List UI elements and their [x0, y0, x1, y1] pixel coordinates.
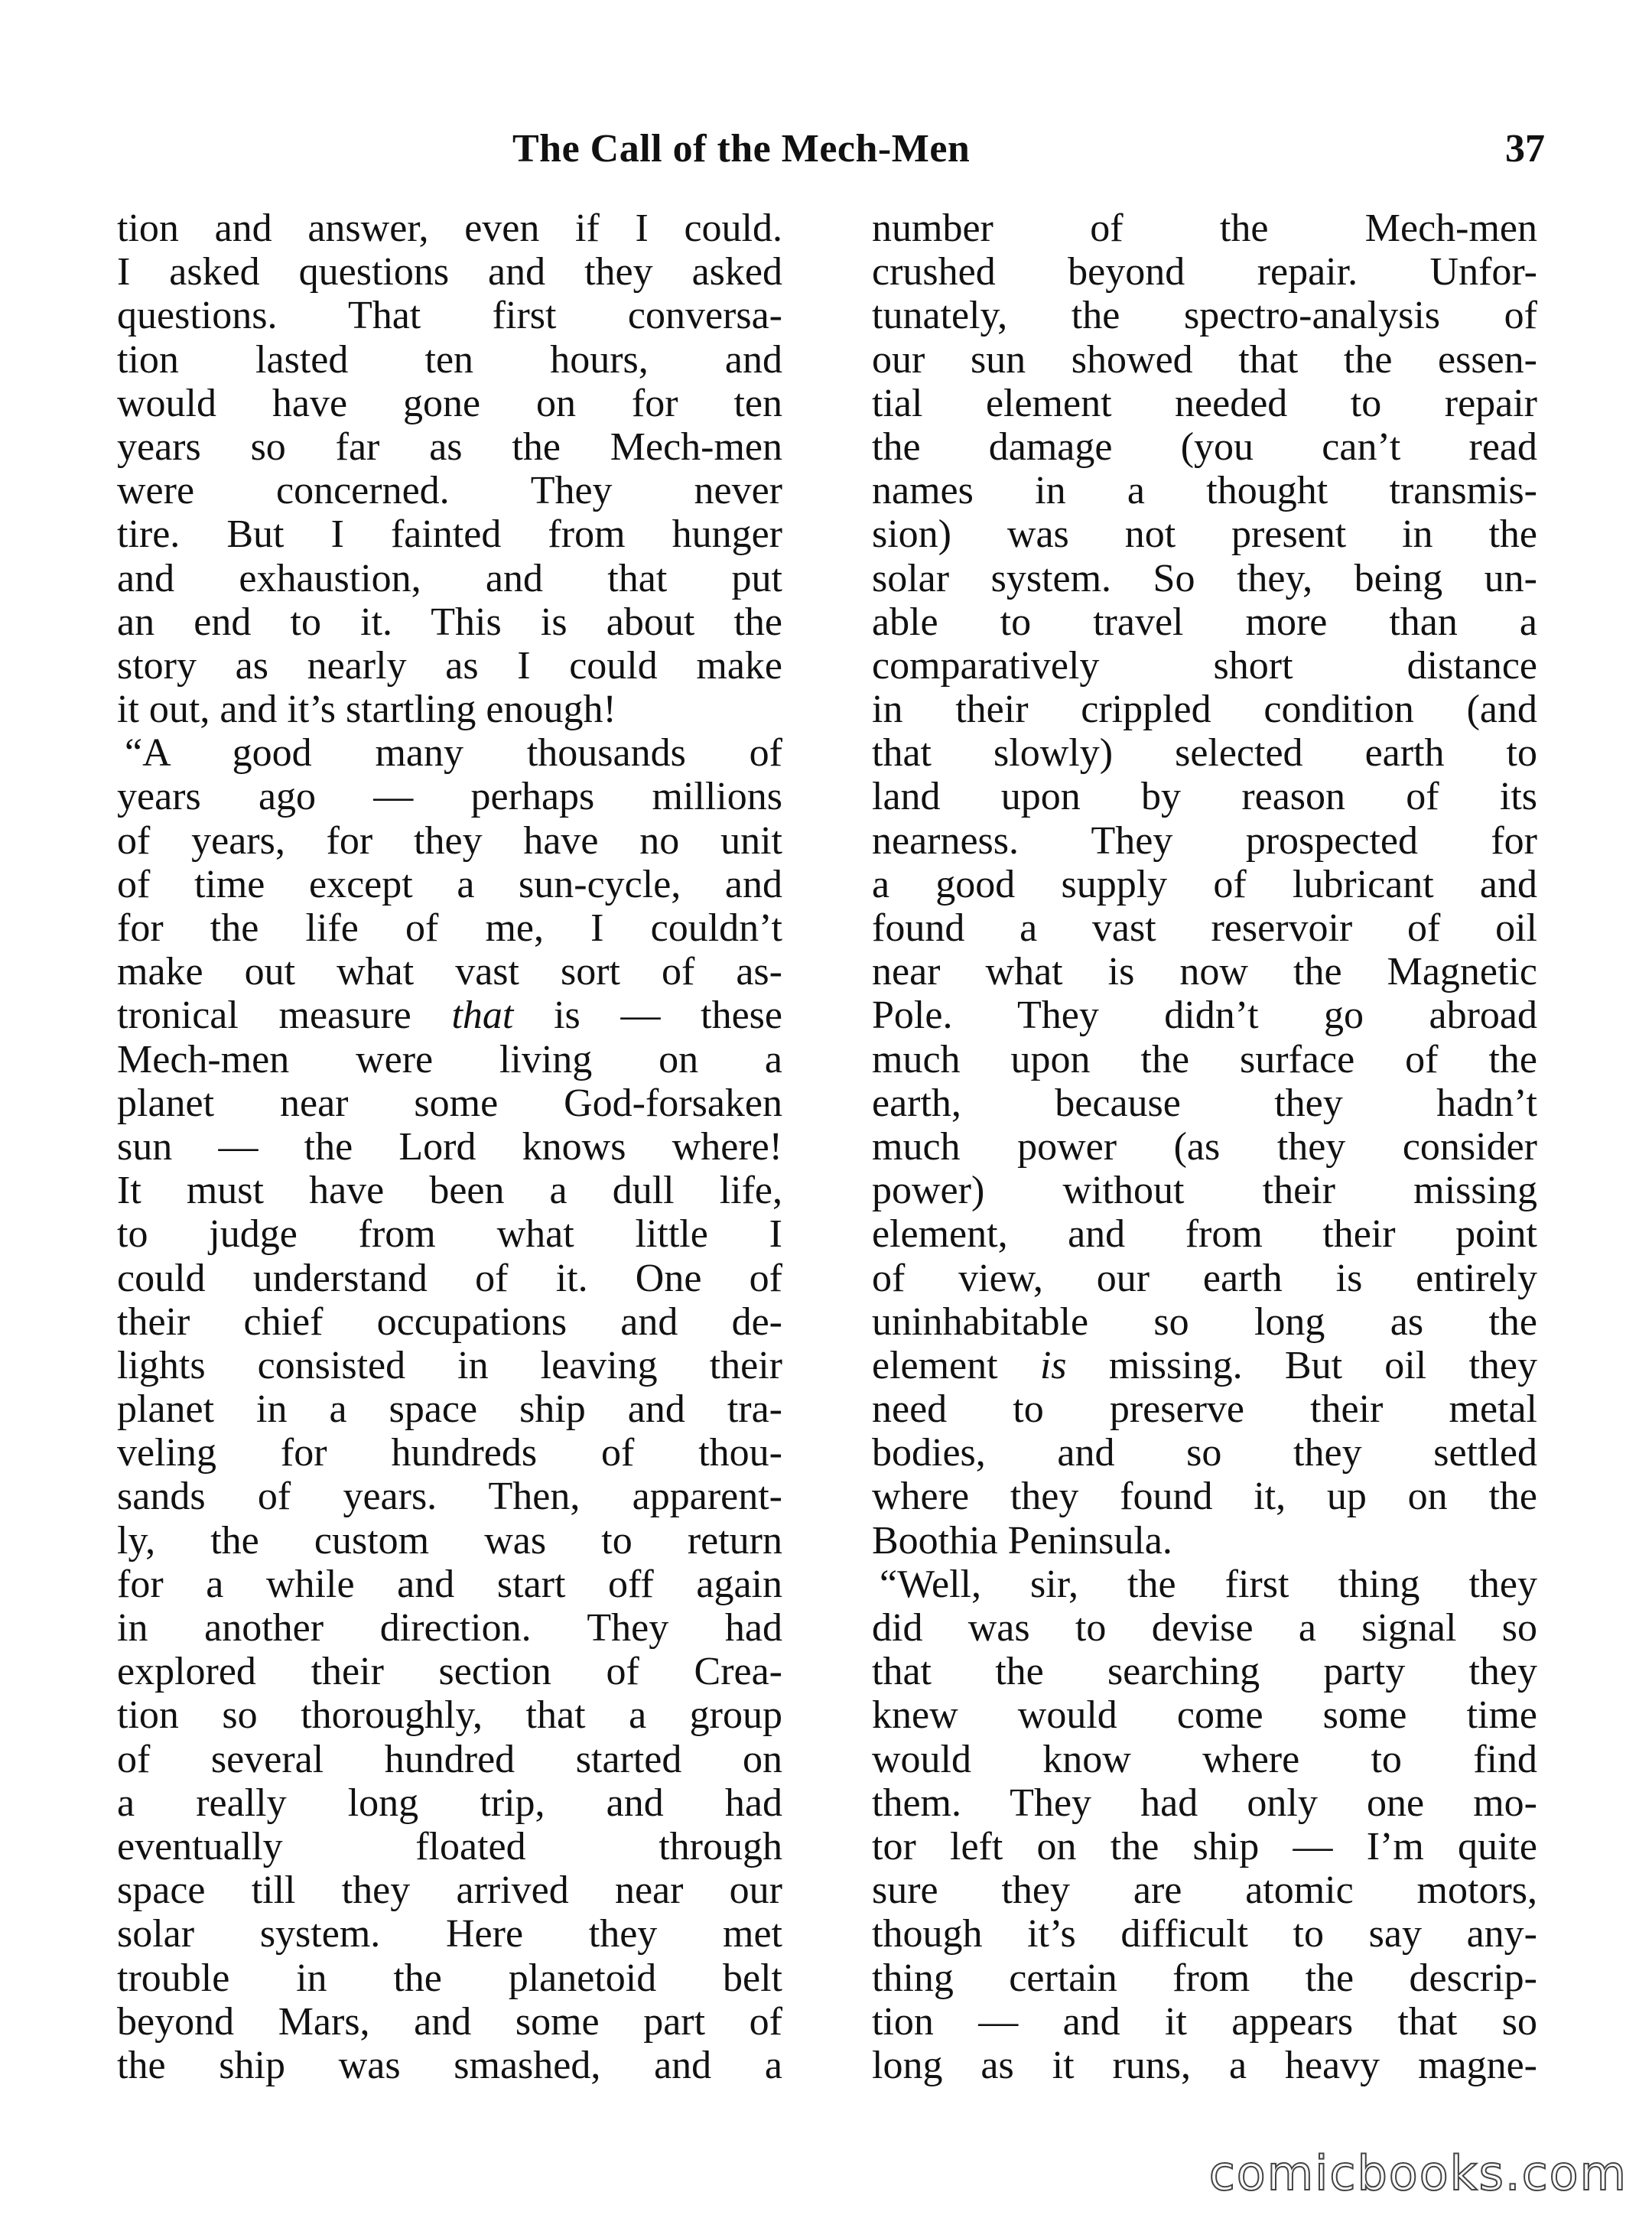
- text-line: “Well, sir, the first thing they: [880, 1562, 1537, 1606]
- text-line: uninhabitable so long as the: [872, 1299, 1537, 1344]
- text-line: long as it runs, a heavy magne-: [872, 2043, 1537, 2087]
- text-line: it out, and it’s startling enough!: [117, 688, 616, 732]
- text-line: story as nearly as I could make: [117, 643, 782, 688]
- text-line: that slowly) selected earth to: [872, 731, 1537, 776]
- text-line: tor left on the ship — I’m quite: [872, 1824, 1537, 1868]
- text-line: of years, for they have no unit: [117, 818, 782, 863]
- text-line: sure they are atomic motors,: [872, 1868, 1537, 1913]
- text-line: in another direction. They had: [117, 1606, 782, 1650]
- text-line: though it’s difficult to say any-: [872, 1912, 1537, 1956]
- text-line: a good supply of lubricant and: [872, 862, 1537, 906]
- text-line: need to preserve their metal: [872, 1387, 1537, 1432]
- text-line: lights consisted in leaving their: [117, 1343, 782, 1387]
- text-line: and exhaustion, and that put: [117, 556, 782, 600]
- text-line: their chief occupations and de-: [117, 1299, 782, 1344]
- text-line: element is missing. But oil they: [872, 1343, 1537, 1387]
- text-line: where they found it, up on the: [872, 1475, 1537, 1519]
- text-line: found a vast reservoir of oil: [872, 906, 1537, 950]
- text-line: sion) was not present in the: [872, 512, 1537, 557]
- text-line: ly, the custom was to return: [117, 1518, 782, 1563]
- text-line: would know where to find: [872, 1737, 1537, 1781]
- text-line: them. They had only one mo-: [872, 1781, 1537, 1825]
- text-line: sands of years. Then, apparent-: [117, 1475, 782, 1519]
- text-line: power) without their missing: [872, 1169, 1537, 1213]
- text-line: our sun showed that the essen-: [872, 337, 1537, 382]
- text-line: much power (as they consider: [872, 1124, 1537, 1169]
- text-line: questions. That first conversa-: [117, 294, 782, 338]
- text-line: solar system. Here they met: [117, 1912, 782, 1956]
- text-line: earth, because they hadn’t: [872, 1081, 1537, 1125]
- text-line: an end to it. This is about the: [117, 600, 782, 644]
- text-line: tunately, the spectro-analysis of: [872, 294, 1537, 338]
- text-line: tronical measure that is — these: [117, 994, 782, 1038]
- text-line: able to travel more than a: [872, 600, 1537, 644]
- text-line: of view, our earth is entirely: [872, 1256, 1537, 1300]
- text-line: tire. But I fainted from hunger: [117, 512, 782, 557]
- text-line: tion lasted ten hours, and: [117, 337, 782, 382]
- text-line: tion so thoroughly, that a group: [117, 1693, 782, 1738]
- text-line: of time except a sun-cycle, and: [117, 862, 782, 906]
- text-line: did was to devise a signal so: [872, 1606, 1537, 1650]
- text-line: years ago — perhaps millions: [117, 775, 782, 819]
- text-line: beyond Mars, and some part of: [117, 1999, 782, 2044]
- text-line: solar system. So they, being un-: [872, 556, 1537, 600]
- text-line: nearness. They prospected for: [872, 818, 1537, 863]
- text-line: for the life of me, I couldn’t: [117, 906, 782, 950]
- right-column: [872, 207, 1537, 2087]
- text-line: thing certain from the descrip-: [872, 1956, 1537, 2000]
- text-line: could understand of it. One of: [117, 1256, 782, 1300]
- text-line: planet in a space ship and tra-: [117, 1387, 782, 1432]
- text-line: knew would come some time: [872, 1693, 1537, 1738]
- running-head: [115, 126, 1545, 180]
- text-line: near what is now the Magnetic: [872, 950, 1537, 994]
- text-line: to judge from what little I: [117, 1212, 782, 1257]
- text-line: tion and answer, even if I could.: [117, 207, 782, 250]
- text-line: make out what vast sort of as-: [117, 950, 782, 994]
- page-number: 37: [1505, 127, 1545, 171]
- text-line: bodies, and so they settled: [872, 1431, 1537, 1475]
- text-line: explored their section of Crea-: [117, 1650, 782, 1694]
- text-line: “A good many thousands of: [125, 731, 782, 776]
- text-line: It must have been a dull life,: [117, 1169, 782, 1213]
- text-line: much upon the surface of the: [872, 1037, 1537, 1081]
- text-line: were concerned. They never: [117, 469, 782, 513]
- text-line: Pole. They didn’t go abroad: [872, 994, 1537, 1038]
- text-line: Boothia Peninsula.: [872, 1518, 1172, 1563]
- text-line: tial element needed to repair: [872, 381, 1537, 425]
- text-line: land upon by reason of its: [872, 775, 1537, 819]
- text-line: Mech-men were living on a: [117, 1037, 782, 1081]
- text-line: in their crippled condition (and: [872, 688, 1537, 732]
- watermark-logo: comicbooks.com: [1208, 2145, 1628, 2201]
- running-title: The Call of the Mech-Men: [512, 127, 971, 171]
- text-line: planet near some God-forsaken: [117, 1081, 782, 1125]
- text-line: comparatively short distance: [872, 643, 1537, 688]
- text-line: a really long trip, and had: [117, 1781, 782, 1825]
- text-line: that the searching party they: [872, 1650, 1537, 1694]
- text-line: the damage (you can’t read: [872, 424, 1537, 469]
- text-line: veling for hundreds of thou-: [117, 1431, 782, 1475]
- text-line: names in a thought transmis-: [872, 469, 1537, 513]
- text-line: for a while and start off again: [117, 1562, 782, 1606]
- text-line: of several hundred started on: [117, 1737, 782, 1781]
- text-line: number of the Mech-men: [872, 207, 1537, 250]
- text-line: trouble in the planetoid belt: [117, 1956, 782, 2000]
- text-line: sun — the Lord knows where!: [117, 1124, 782, 1169]
- text-line: tion — and it appears that so: [872, 1999, 1537, 2044]
- text-line: years so far as the Mech-men: [117, 424, 782, 469]
- text-line: would have gone on for ten: [117, 381, 782, 425]
- text-line: the ship was smashed, and a: [117, 2043, 782, 2087]
- text-line: I asked questions and they asked: [117, 250, 782, 294]
- text-line: crushed beyond repair. Unfor-: [872, 250, 1537, 294]
- text-line: element, and from their point: [872, 1212, 1537, 1257]
- text-line: eventually floated through: [117, 1824, 782, 1868]
- text-line: space till they arrived near our: [117, 1868, 782, 1913]
- left-column: [117, 207, 782, 2087]
